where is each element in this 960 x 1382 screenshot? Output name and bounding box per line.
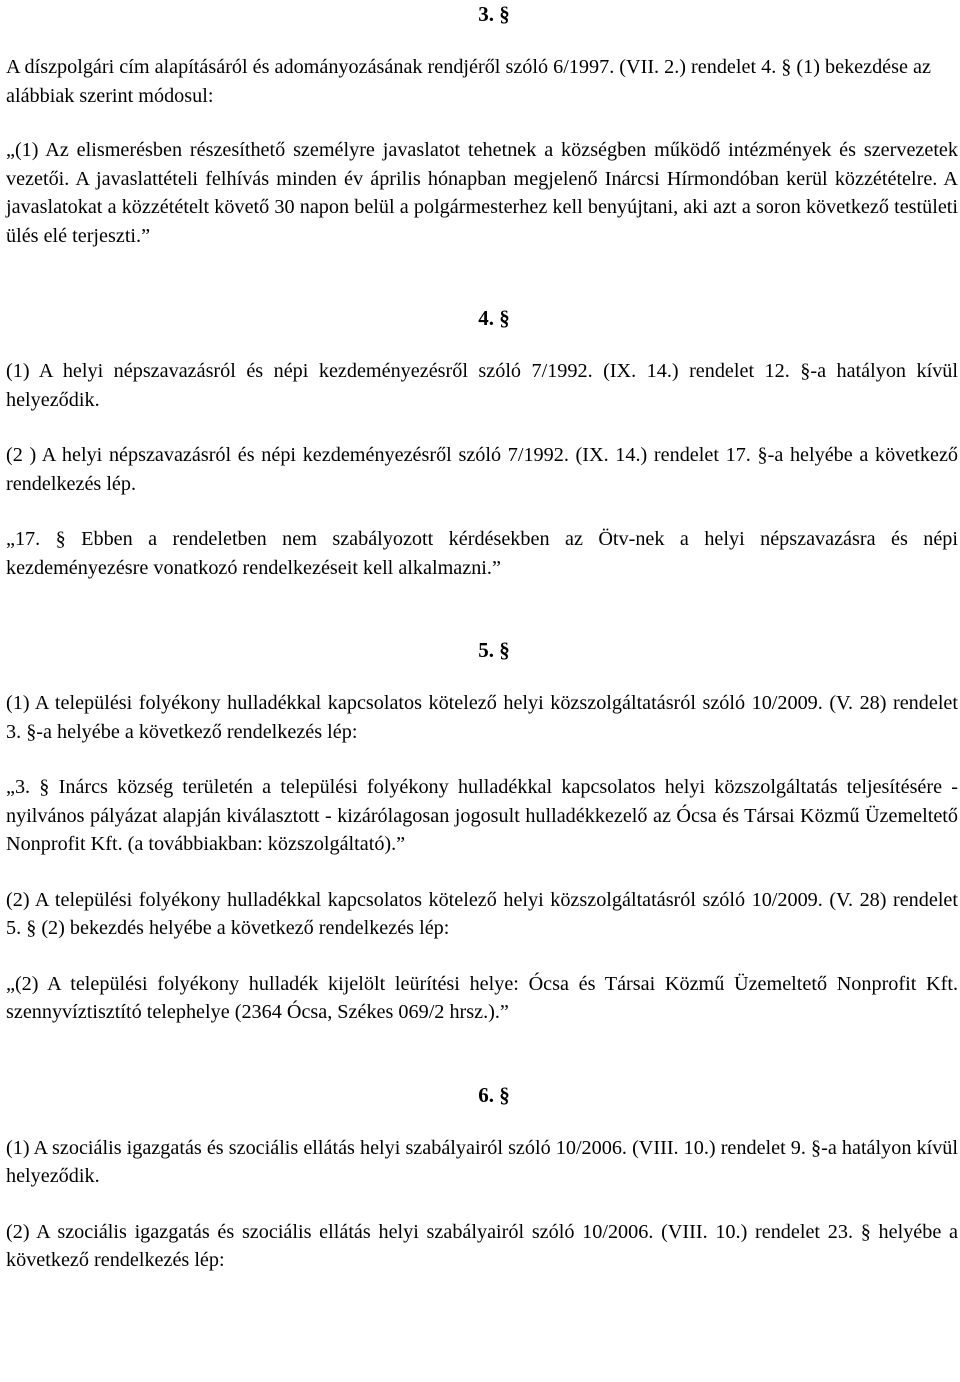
paragraph: (1) A szociális igazgatás és szociális ellátás helyi szabályairól szóló 10/2006. (VIII. 10.) rendelet 9. §-a hatályon kívül helyeződik. xyxy=(6,1136,958,1187)
paragraph: „(2) A települési folyékony hulladék kijelölt leürítési helye: Ócsa és Társai Közmű Üzemeltető Nonprofit Kft. szennyvíztisztító telephelye (2364 Ócsa, Székes 069/2 hrsz.).” xyxy=(6,972,958,1023)
paragraph: „(1) Az elismerésben részesíthető személyre javaslatot tehetnek a községben működő intézmények és szervezetek vezetői. A javaslattételi felhívás minden év április hónapban megjelenő Inárcsi Hírmondóban kerül közzétételre. A javaslatokat a közzétételt követő 30 napon belül a polgármesterhez kell benyújtani, aki azt a soron következő testületi ülés elé terjeszti.” xyxy=(6,139,958,247)
section-4 xyxy=(6,304,958,582)
document-page xyxy=(6,0,958,1275)
section-heading: 5. § xyxy=(478,638,510,662)
paragraph: „3. § Inárcs község területén a települési folyékony hulladékkal kapcsolatos helyi közszolgáltatás teljesítésére - nyilvános pályázat alapján kiválasztott - kizárólagosan jogosult hulladékkezelő az Ócsa és Társai Közmű Üzemeltető Nonprofit Kft. (a továbbiakban: közszolgáltató).” xyxy=(6,776,958,855)
paragraph: (1) A települési folyékony hulladékkal kapcsolatos kötelező helyi közszolgáltatásról szóló 10/2009. (V. 28) rendelet 3. §-a helyébe a következő rendelkezés lép: xyxy=(6,692,958,743)
section-heading: 3. § xyxy=(478,2,510,26)
paragraph: (2 ) A helyi népszavazásról és népi kezdeményezésről szóló 7/1992. (IX. 14.) rendelet 17. §-a helyébe a következő rendelkezés lép. xyxy=(6,444,958,495)
section-heading: 6. § xyxy=(478,1082,510,1107)
section-3 xyxy=(6,0,958,250)
paragraph: A díszpolgári cím alapításáról és adományozásának rendjéről szóló 6/1997. (VII. 2.) rendelet 4. § (1) bekezdése az alábbiak szerint módosul: xyxy=(6,56,931,107)
section-heading: 4. § xyxy=(478,306,510,330)
paragraph: (2) A szociális igazgatás és szociális ellátás helyi szabályairól szóló 10/2006. (VIII. 10.) rendelet 23. § helyébe a következő rendelkezés lép: xyxy=(6,1220,958,1271)
paragraph: (2) A települési folyékony hulladékkal kapcsolatos kötelező helyi közszolgáltatásról szóló 10/2009. (V. 28) rendelet 5. § (2) bekezdés helyébe a következő rendelkezés lép: xyxy=(6,888,958,939)
section-6 xyxy=(6,1081,958,1275)
paragraph: (1) A helyi népszavazásról és népi kezdeményezésről szóló 7/1992. (IX. 14.) rendelet 12. §-a hatályon kívül helyeződik. xyxy=(6,360,958,411)
section-5 xyxy=(6,636,958,1027)
paragraph: „17. § Ebben a rendeletben nem szabályozott kérdésekben az Ötv-nek a helyi népszavazásra és népi kezdeményezésre vonatkozó rendelkezéseit kell alkalmazni.” xyxy=(6,528,958,579)
